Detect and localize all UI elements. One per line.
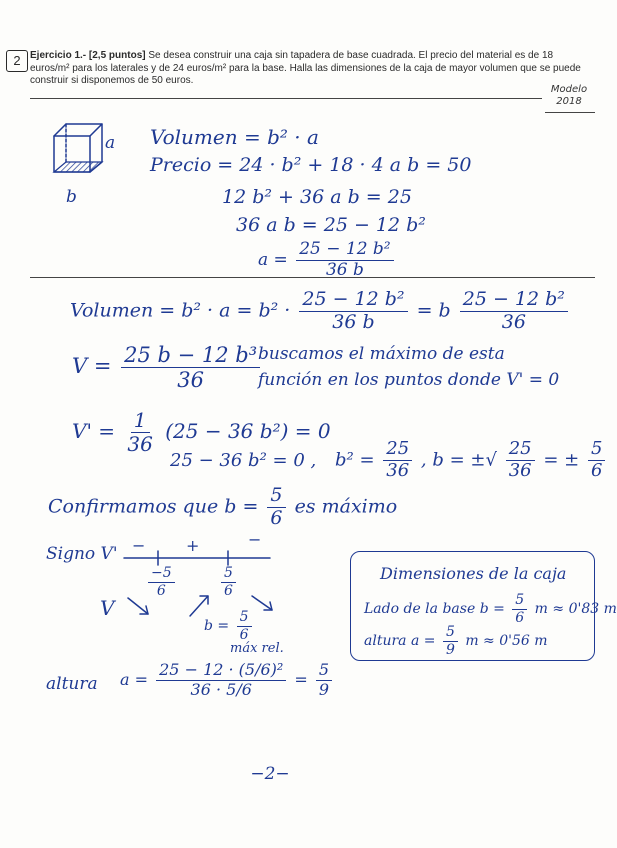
vprime-numerator: 1	[131, 410, 150, 433]
v-prefix: V =	[72, 354, 112, 379]
exercise-statement	[30, 50, 585, 88]
vol2-numerator-2: 25 − 12 b²	[460, 290, 568, 312]
result-height-fraction	[443, 625, 458, 657]
result-height-prefix: a =	[410, 633, 436, 650]
altura-label: altura	[46, 674, 98, 694]
altura-expression	[120, 662, 335, 699]
result-base-prefix: b =	[479, 601, 505, 618]
sign-point-1-num: −5	[148, 566, 175, 583]
b-denominator: 6	[590, 459, 603, 481]
arrow-decreasing-left	[128, 598, 148, 614]
sign-left: −	[132, 536, 146, 555]
result-height-den: 9	[445, 641, 455, 658]
vprime-denominator: 36	[127, 432, 153, 456]
confirm-suffix: es máximo	[294, 495, 398, 518]
b-numerator: 5	[588, 440, 605, 461]
figure-label-base: b	[66, 187, 77, 207]
v-numerator: 25 b − 12 b³	[121, 344, 260, 368]
result-base-fraction	[512, 593, 527, 625]
modelo-year: 2018	[556, 96, 582, 107]
confirm-numerator: 5	[267, 486, 285, 508]
result-base-num: 5	[512, 593, 527, 610]
b2-denominator: 36	[386, 459, 410, 481]
vol2-denominator: 36 b	[332, 310, 375, 333]
modelo-label: Modelo	[550, 84, 588, 95]
box-base-hatched	[54, 162, 102, 172]
vprime-fraction	[124, 410, 155, 455]
max-denominator: 6	[239, 626, 249, 643]
v-function	[72, 344, 263, 391]
altura-denominator: 36 · 5/6	[190, 679, 252, 699]
exercise-heading: Ejercicio 1.- [2,5 puntos]	[30, 50, 146, 61]
altura-result-den: 9	[318, 679, 330, 699]
v-fraction	[121, 344, 260, 391]
sign-middle: +	[186, 536, 200, 555]
vol2-fraction-2	[460, 290, 568, 333]
v-note-line2: función en los puntos donde V' = 0	[258, 370, 560, 390]
v-denominator: 36	[177, 368, 205, 393]
volume-formula: Volumen = b² · a	[150, 125, 319, 149]
result-base-den: 6	[515, 609, 525, 626]
sign-point-2-num: 5	[221, 566, 236, 583]
modelo-underline	[545, 112, 595, 113]
page-number: −2−	[250, 764, 290, 784]
vol2-mid: = b	[416, 299, 451, 322]
volume-substitution	[70, 290, 571, 333]
derivative-equation	[72, 410, 331, 455]
b2-prefix: b² =	[335, 449, 375, 471]
modelo-tag	[540, 84, 598, 108]
a-expression	[258, 241, 397, 280]
price-equation: Precio = 24 · b² + 18 · 4 a b = 50	[150, 154, 472, 176]
a-prefix: a =	[258, 249, 288, 270]
v-note-line1: buscamos el máximo de esta	[258, 344, 505, 364]
max-prefix: b =	[204, 618, 230, 635]
simplified-equation: 12 b² + 36 a b = 25	[222, 186, 412, 208]
isolate-equation: 36 a b = 25 − 12 b²	[236, 214, 426, 236]
max-note: máx rel.	[230, 641, 284, 656]
b-root-fraction	[506, 440, 535, 481]
sign-point-2-den: 6	[224, 582, 233, 599]
vprime-prefix: V' =	[72, 419, 116, 443]
a-numerator: 25 − 12 b²	[296, 241, 393, 261]
max-fraction	[237, 610, 252, 642]
vol2-fraction	[299, 290, 407, 333]
box-sketch	[48, 116, 118, 206]
b-mid: = ±	[543, 449, 580, 471]
vprime-rest: (25 − 36 b²) = 0	[165, 419, 331, 443]
altura-fraction	[156, 662, 286, 699]
result-base	[364, 593, 617, 625]
sign-label: Signo V'	[46, 544, 118, 564]
result-height-suffix: m ≈ 0'56 m	[465, 633, 548, 650]
vol2-prefix: Volumen = b² · a = b² ·	[70, 299, 291, 322]
result-height-label: altura	[364, 633, 407, 650]
b-root-denominator: 36	[508, 459, 532, 481]
figure-label-side: a	[105, 133, 116, 153]
arrow-decreasing-right	[252, 596, 272, 610]
exercise-text: Se desea construir una caja sin tapadera de base cuadrada. El precio del material es de 18 euros/m² para los laterales y de 24 euros/m² para la base. Halla las dimensiones de la caja de mayor volumen que se puede construir si disponemos de 50 euros.	[30, 50, 581, 86]
result-base-suffix: m ≈ 0'83 m	[534, 601, 617, 618]
b2-fraction	[383, 440, 412, 481]
max-point	[204, 610, 255, 642]
eq-zero: 25 − 36 b² = 0 ,	[170, 450, 317, 471]
confirm-fraction	[267, 486, 285, 529]
confirm-maximum	[48, 486, 397, 529]
result-title: Dimensiones de la caja	[380, 564, 567, 583]
vol2-numerator: 25 − 12 b²	[299, 290, 407, 312]
altura-result-fraction	[316, 662, 332, 699]
b2-numerator: 25	[383, 440, 412, 461]
b-fraction	[588, 440, 605, 481]
altura-prefix: a =	[120, 669, 149, 689]
altura-result-num: 5	[316, 662, 332, 681]
result-base-label: Lado de la base	[364, 601, 476, 618]
monotony-arrows	[118, 588, 288, 628]
b-prefix: , b = ±√	[420, 449, 497, 471]
max-numerator: 5	[237, 610, 252, 627]
sign-right: −	[248, 530, 262, 549]
confirm-prefix: Confirmamos que b =	[48, 495, 259, 518]
monotony-label: V	[100, 596, 115, 620]
b-root-numerator: 25	[506, 440, 535, 461]
sign-point-1-den: 6	[156, 582, 166, 599]
confirm-denominator: 6	[270, 506, 283, 529]
result-height	[364, 625, 548, 657]
b-squared	[335, 440, 608, 481]
altura-equals: =	[294, 669, 308, 689]
box-top-edges	[54, 124, 102, 136]
a-fraction	[296, 241, 393, 280]
a-denominator: 36 b	[325, 259, 364, 280]
altura-numerator: 25 − 12 · (5/6)²	[156, 662, 286, 681]
header-underline	[30, 98, 542, 99]
exercise-number: 2	[6, 50, 28, 72]
vol2-denominator-2: 36	[501, 310, 526, 333]
result-height-num: 5	[443, 625, 458, 642]
